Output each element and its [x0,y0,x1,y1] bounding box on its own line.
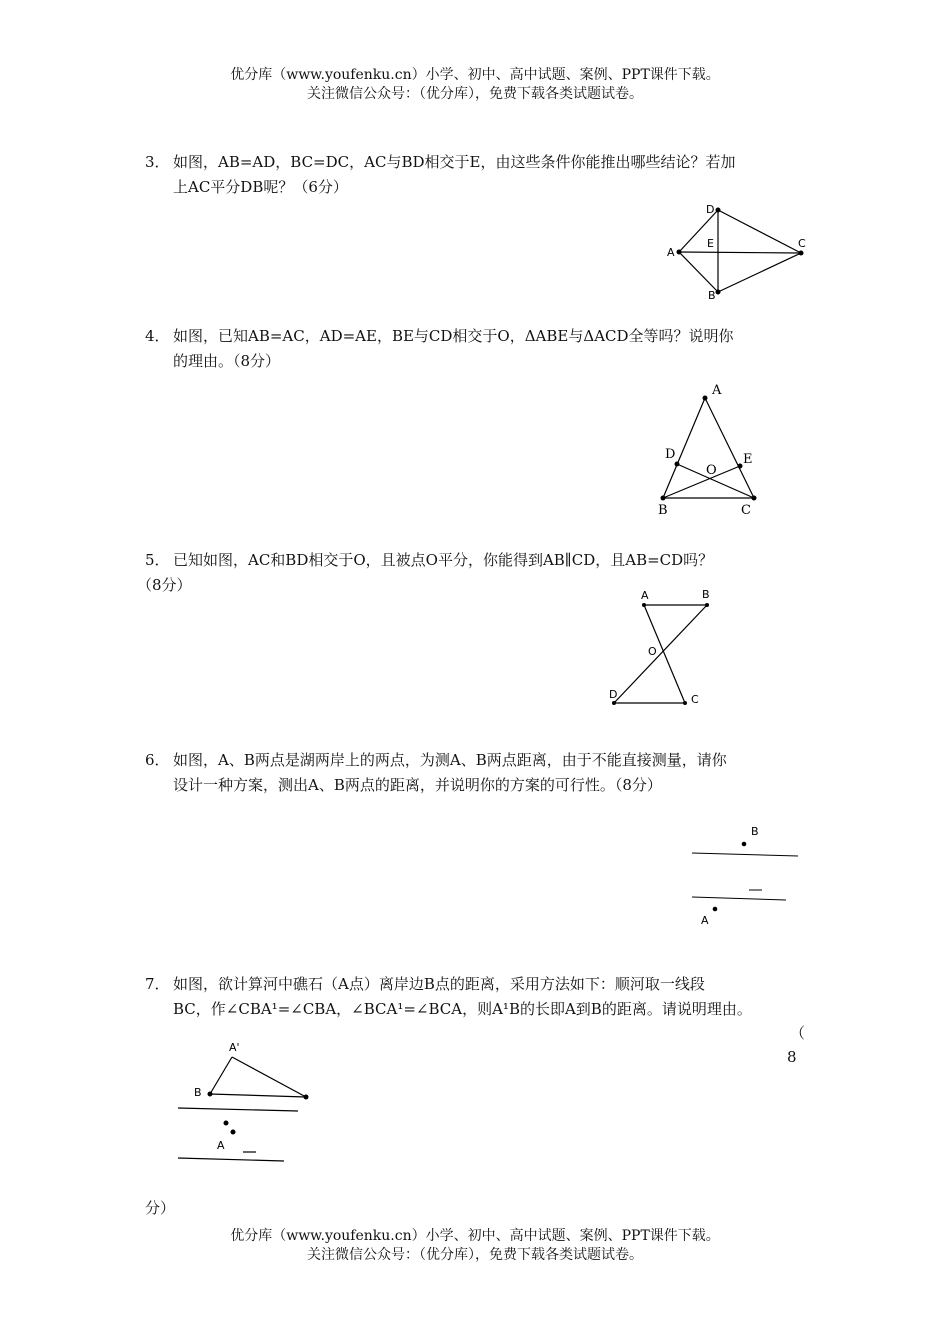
point-A [703,396,708,401]
segment-A1C [232,1057,306,1097]
score-number: 8 [787,1048,797,1066]
point-C [304,1095,309,1100]
point-B [716,290,721,295]
label-B: B [194,1086,202,1099]
label-A: A [667,246,675,259]
question-text-line: 如图，已知AB=AC，AD=AE，BE与CD相交于O，ΔABE与ΔACD全等吗？说明你 [173,327,734,345]
question-text-line: （8分） [137,576,192,594]
question-number: 7． [145,975,170,993]
figure-q5-crossed-segments [600,585,710,710]
shore-line-bottom [692,897,786,900]
score-open-paren: （ [790,1024,806,1042]
point-B [742,842,747,847]
label-C: C [798,237,806,250]
label-B: B [708,289,716,302]
label-C: C [741,503,751,518]
river-bank-bottom [178,1158,284,1161]
label-A: A [217,1139,225,1152]
point-C [683,701,687,705]
figure-q7-river [170,1035,320,1170]
label-A: A [712,383,722,398]
question-number: 4． [145,327,170,345]
point-A [224,1121,229,1126]
label-C: C [691,693,699,706]
segment-AC [705,398,754,498]
point-C [752,496,757,501]
header-line-2: 关注微信公众号：（优分库），免费下载各类试题试卷。 [307,86,643,102]
segment-DC [718,210,801,253]
page-header [0,66,950,104]
question-text-line: 如图，欲计算河中礁石（A点）离岸边B点的距离，采用方法如下：顺河取一线段 [173,975,705,993]
point-C [799,251,804,256]
figure-q3-kite [660,198,820,308]
label-D: D [706,203,715,216]
label-E: E [743,452,753,467]
point-A [713,907,718,912]
header-line-1: 优分库（www.youfenku.cn）小学、初中、高中试题、案例、PPT课件下载。 [230,67,720,83]
question-text-line: 的理由。（8分） [173,352,281,370]
label-D: D [665,447,676,462]
label-A1: A' [229,1041,240,1054]
point-E [738,464,743,469]
figure-q4-triangle [650,378,760,518]
page-footer [0,1227,950,1265]
question-text-line: 上AC平分DB呢？（6分） [173,178,348,196]
point-D [612,701,616,705]
segment-AC [679,252,801,253]
point-A-second [231,1130,236,1135]
footer-line-2: 关注微信公众号：（优分库），免费下载各类试题试卷。 [307,1247,643,1263]
label-D: D [609,688,618,701]
point-D [675,462,680,467]
segment-BD [614,605,707,703]
segment-BC [210,1094,306,1097]
label-A: A [641,589,649,602]
label-O: O [706,463,717,478]
question-number: 5． [145,551,170,569]
question-text-line: 设计一种方案，测出A、B两点的距离，并说明你的方案的可行性。（8分） [173,776,662,794]
point-B [208,1092,213,1097]
shore-line-top [692,853,798,856]
label-A: A [701,914,709,927]
segment-BA1 [210,1057,232,1094]
question-text-line: 已知如图，AC和BD相交于O，且被点O平分，你能得到AB∥CD，且AB=CD吗？ [173,551,714,569]
segment-BA [679,252,718,292]
question-text-line: 如图，A、B两点是湖两岸上的两点，为测A、B两点距离，由于不能直接测量，请你 [173,751,727,769]
question-number: 6． [145,751,170,769]
point-B [705,603,709,607]
score-unit: 分） [145,1199,176,1217]
label-B: B [751,825,759,838]
label-B: B [702,588,710,601]
footer-line-1: 优分库（www.youfenku.cn）小学、初中、高中试题、案例、PPT课件下载。 [230,1228,720,1244]
label-O: O [648,645,657,658]
point-B [661,496,666,501]
question-text-line: BC，作∠CBA¹=∠CBA，∠BCA¹=∠BCA，则A¹B的长即A到B的距离。请说明理由。 [173,1000,752,1018]
question-number: 3． [145,153,170,171]
point-A [677,250,682,255]
point-A [642,603,646,607]
question-text-line: 如图，AB=AD，BC=DC，AC与BD相交于E，由这些条件你能推出哪些结论？若加 [173,153,736,171]
point-D [716,208,721,213]
label-B: B [658,503,668,518]
label-E: E [707,237,714,250]
segment-CB [718,253,801,292]
figure-q6-lake [685,820,810,935]
river-bank-top [178,1108,298,1111]
